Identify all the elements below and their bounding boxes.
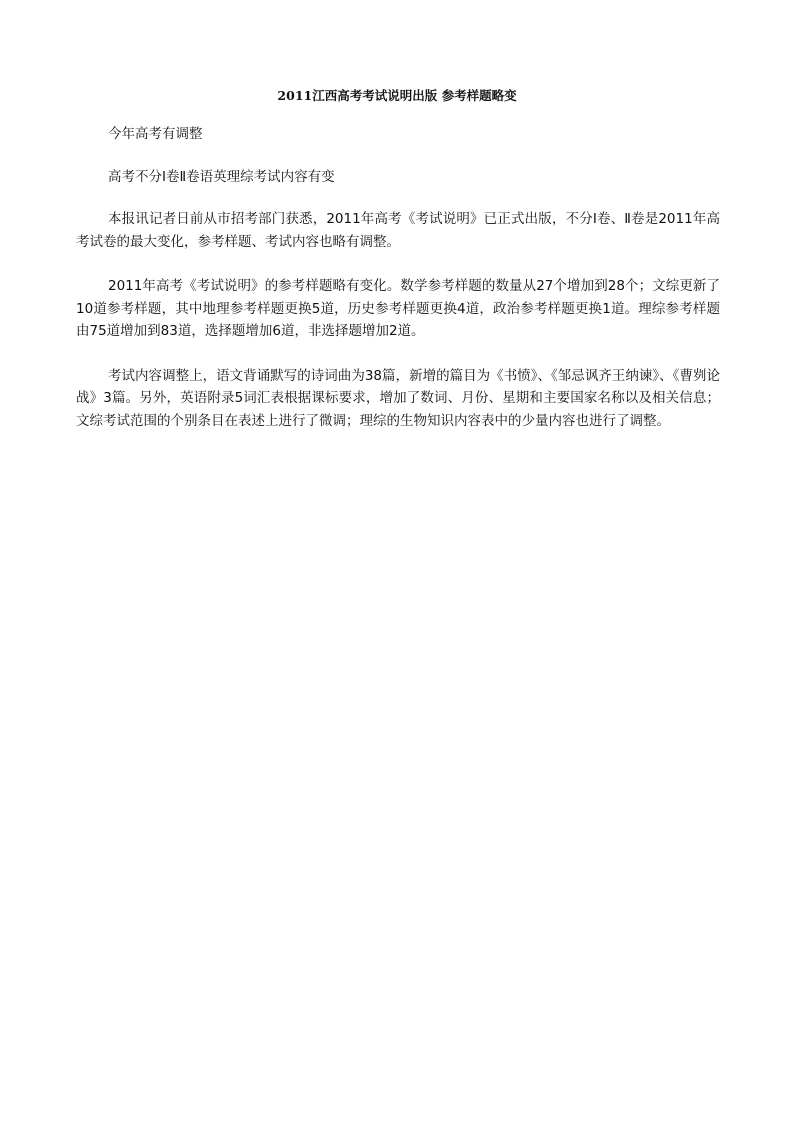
- body-paragraph: 2011年高考《考试说明》的参考样题略有变化。数学参考样题的数量从27个增加到28个；文综更新了10道参考样题，其中地理参考样题更换5道，历史参考样题更换4道，政治参考样题更换1道。理综参考样题由75道增加到83道，选择题增加6道，非选择题增加2道。: [76, 278, 720, 339]
- article-title: 2011江西高考考试说明出版 参考样题略变: [277, 88, 517, 103]
- subheading-paragraph: 今年高考有调整: [108, 126, 203, 142]
- subheading-paragraph: 高考不分Ⅰ卷Ⅱ卷语英理综考试内容有变: [108, 168, 335, 185]
- body-paragraph: 本报讯记者日前从市招考部门获悉，2011年高考《考试说明》已正式出版，不分Ⅰ卷、Ⅱ卷是2011年高考试卷的最大变化，参考样题、考试内容也略有调整。: [76, 211, 720, 250]
- body-paragraph: 考试内容调整上，语文背诵默写的诗词曲为38篇，新增的篇目为《书愤》、《邹忌讽齐王纳谏》、《曹刿论战》3篇。另外，英语附录5词汇表根据课标要求，增加了数词、月份、星期和主要国家名称以及相关信息；文综考试范围的个别条目在表述上进行了微调；理综的生物知识内容表中的少量内容也进行了调整。: [76, 367, 720, 429]
- article-body: [76, 123, 720, 454]
